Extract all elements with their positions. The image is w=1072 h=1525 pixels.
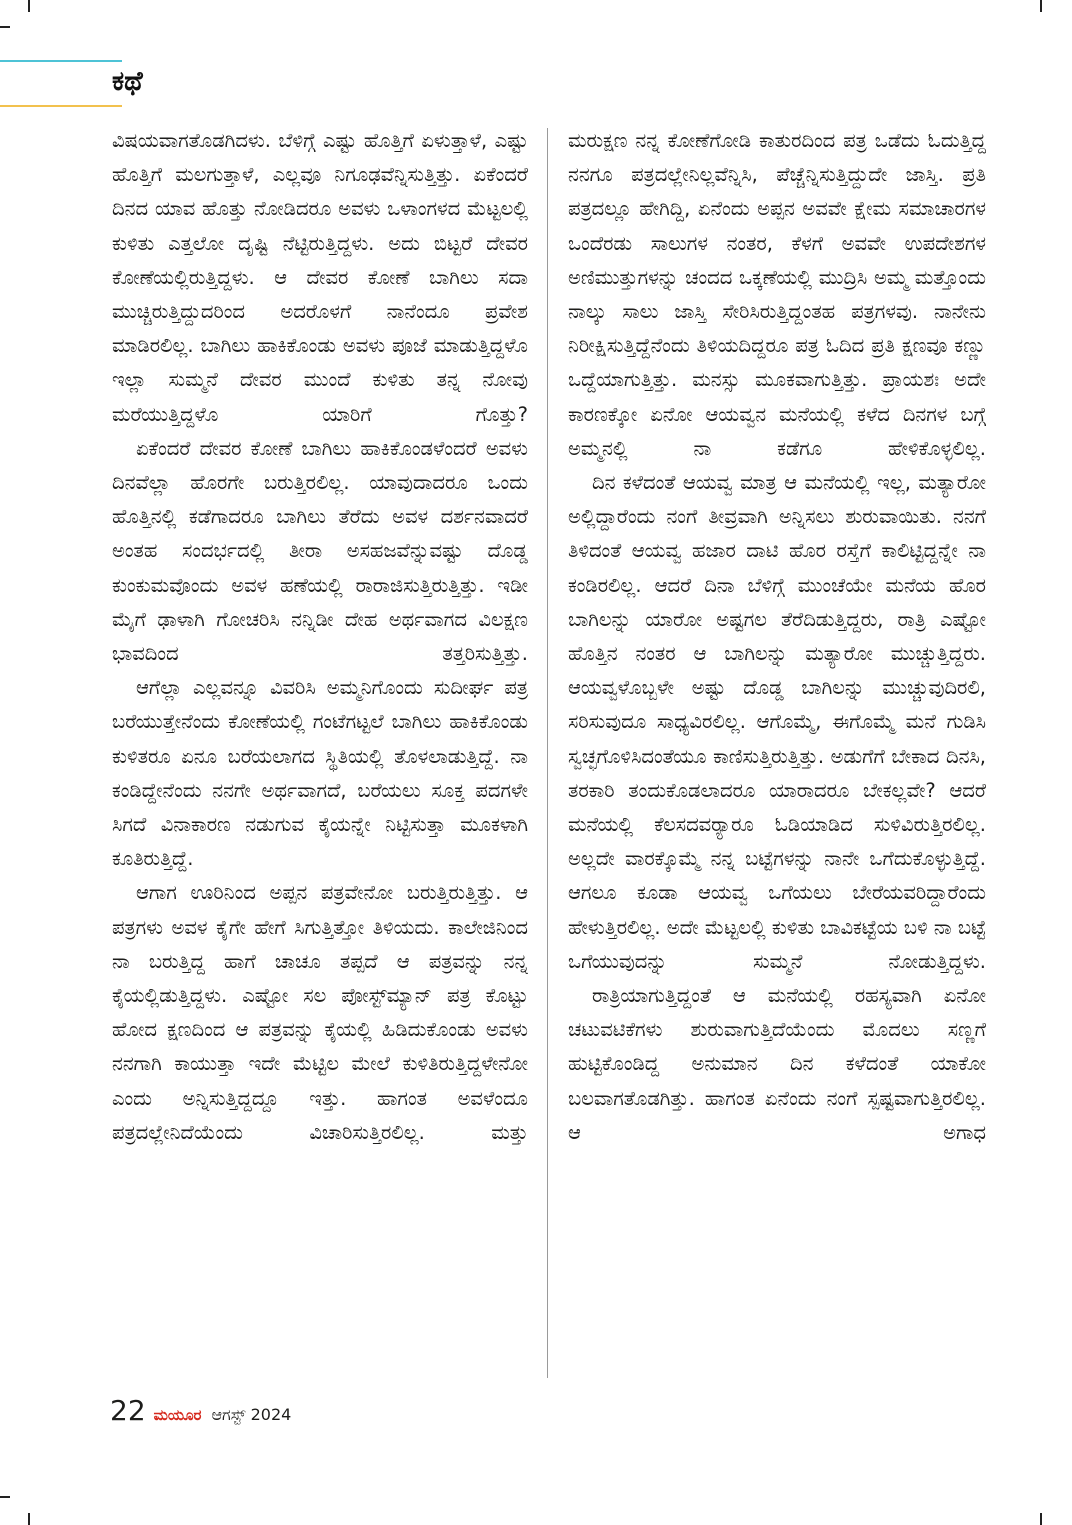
- page-footer: [110, 1394, 291, 1428]
- crop-mark: [0, 1496, 10, 1498]
- paragraph: ಆಗೆಲ್ಲಾ ಎಲ್ಲವನ್ನೂ ವಿವರಿಸಿ ಅಮ್ಮನಿಗೊಂದು ಸುದೀರ್ಘ ಪತ್ರ ಬರೆಯುತ್ತೇನೆಂದು ಕೋಣೆಯಲ್ಲಿ ಗಂಟೆಗಟ್ಟಲೆ ಬಾಗಿಲು ಹಾಕಿಕೊಂಡು ಕುಳಿತರೂ ಏನೂ ಬರೆಯಲಾಗದ ಸ್ಥಿತಿಯಲ್ಲಿ ತೊಳಲಾಡುತ್ತಿದ್ದೆ. ನಾ ಕಂಡಿದ್ದೇನೆಂದು ನನಗೇ ಅರ್ಥವಾಗದೆ, ಬರೆಯಲು ಸೂಕ್ತ ಪದಗಳೇ ಸಿಗದೆ ವಿನಾಕಾರಣ ನಡುಗುವ ಕೈಯನ್ನೇ ನಿಟ್ಟಿಸುತ್ತಾ ಮೂಕಳಾಗಿ ಕೂತಿರುತ್ತಿದ್ದೆ.: [112, 676, 528, 871]
- paragraph: ಆಗಾಗ ಊರಿನಿಂದ ಅಪ್ಪನ ಪತ್ರವೇನೋ ಬರುತ್ತಿರುತ್ತಿತ್ತು. ಆ ಪತ್ರಗಳು ಅವಳ ಕೈಗೇ ಹೇಗೆ ಸಿಗುತ್ತಿತ್ತೋ ತಿಳಿಯದು. ಕಾಲೇಜಿನಿಂದ ನಾ ಬರುತ್ತಿದ್ದ ಹಾಗೆ ಚಾಚೂ ತಪ್ಪದೆ ಆ ಪತ್ರವನ್ನು ನನ್ನ ಕೈಯಲ್ಲಿಡುತ್ತಿದ್ದಳು. ಎಷ್ಟೋ ಸಲ ಪೋಸ್ಟ್‌ಮ್ಯಾನ್ ಪತ್ರ ಕೊಟ್ಟು ಹೋದ ಕ್ಷಣದಿಂದ ಆ ಪತ್ರವನ್ನು ಕೈಯಲ್ಲಿ ಹಿಡಿದುಕೊಂಡು ಅವಳು ನನಗಾಗಿ ಕಾಯುತ್ತಾ ಇದೇ ಮೆಟ್ಟಿಲ ಮೇಲೆ ಕುಳಿತಿರುತ್ತಿದ್ದಳೇನೋ ಎಂದು ಅನ್ನಿಸುತ್ತಿದ್ದದ್ದೂ ಇತ್ತು. ಹಾಗಂತ ಅವಳೆಂದೂ ಪತ್ರದಲ್ಲೇನಿದೆಯೆಂದು ವಿಚಾರಿಸುತ್ತಿರಲಿಲ್ಲ. ಮತ್ತು: [112, 881, 528, 1144]
- column-divider: [547, 128, 548, 1378]
- crop-mark: [1040, 1513, 1042, 1525]
- right-column: [568, 124, 986, 1380]
- crop-mark: [28, 1513, 30, 1525]
- crop-mark: [1040, 0, 1042, 12]
- section-rule-top: [0, 60, 122, 62]
- crop-mark: [0, 26, 10, 28]
- paragraph: ಮರುಕ್ಷಣ ನನ್ನ ಕೋಣೆಗೋಡಿ ಕಾತುರದಿಂದ ಪತ್ರ ಒಡೆದು ಓದುತ್ತಿದ್ದ ನನಗೂ ಪತ್ರದಲ್ಲೇನಿಲ್ಲವೆನ್ನಿಸಿ, ಪೆಚ್ಚೆನ್ನಿಸುತ್ತಿದ್ದುದೇ ಜಾಸ್ತಿ. ಪ್ರತಿ ಪತ್ರದಲ್ಲೂ ಹೇಗಿದ್ದಿ, ಏನೆಂದು ಅಪ್ಪನ ಅವವೇ ಕ್ಷೇಮ ಸಮಾಚಾರಗಳ ಒಂದೆರಡು ಸಾಲುಗಳ ನಂತರ, ಕೆಳಗೆ ಅವವೇ ಉಪದೇಶಗಳ ಅಣಿಮುತ್ತುಗಳನ್ನು ಚಂದದ ಒಕ್ಕಣೆಯಲ್ಲಿ ಮುದ್ರಿಸಿ ಅಮ್ಮ ಮತ್ತೊಂದು ನಾಲ್ಕು ಸಾಲು ಜಾಸ್ತಿ ಸೇರಿಸಿರುತ್ತಿದ್ದಂತಹ ಪತ್ರಗಳವು. ನಾನೇನು ನಿರೀಕ್ಷಿಸುತ್ತಿದ್ದೆನೆಂದು ತಿಳಿಯದಿದ್ದರೂ ಪತ್ರ ಓದಿದ ಪ್ರತಿ ಕ್ಷಣವೂ ಕಣ್ಣು ಒದ್ದೆಯಾಗುತ್ತಿತ್ತು. ಮನಸ್ಸು ಮೂಕವಾಗುತ್ತಿತ್ತು. ಪ್ರಾಯಶಃ ಅದೇ ಕಾರಣಕ್ಕೋ ಏನೋ ಆಯವ್ವನ ಮನೆಯಲ್ಲಿ ಕಳೆದ ದಿನಗಳ ಬಗ್ಗೆ ಅಮ್ಮನಲ್ಲಿ ನಾ ಕಡೆಗೂ ಹೇಳಿಕೊಳ್ಳಲಿಲ್ಲ.: [568, 129, 986, 460]
- page-number: 22: [110, 1394, 146, 1427]
- section-heading: ಕಥೆ: [112, 66, 143, 97]
- paragraph: ರಾತ್ರಿಯಾಗುತ್ತಿದ್ದಂತೆ ಆ ಮನೆಯಲ್ಲಿ ರಹಸ್ಯವಾಗಿ ಏನೋ ಚಟುವಟಿಕೆಗಳು ಶುರುವಾಗುತ್ತಿದೆಯೆಂದು ಮೊದಲು ಸಣ್ಣಗೆ ಹುಟ್ಟಿಕೊಂಡಿದ್ದ ಅನುಮಾನ ದಿನ ಕಳೆದಂತೆ ಯಾಕೋ ಬಲವಾಗತೊಡಗಿತ್ತು. ಹಾಗಂತ ಏನೆಂದು ನಂಗೆ ಸ್ಪಷ್ಟವಾಗುತ್ತಿರಲಿಲ್ಲ. ಆ ಅಗಾಧ: [568, 984, 986, 1144]
- crop-mark: [28, 0, 30, 12]
- paragraph: ಏಕೆಂದರೆ ದೇವರ ಕೋಣೆ ಬಾಗಿಲು ಹಾಕಿಕೊಂಡಳೆಂದರೆ ಅವಳು ದಿನವೆಲ್ಲಾ ಹೊರಗೇ ಬರುತ್ತಿರಲಿಲ್ಲ. ಯಾವುದಾದರೂ ಒಂದು ಹೊತ್ತಿನಲ್ಲಿ ಕಡೆಗಾದರೂ ಬಾಗಿಲು ತೆರೆದು ಅವಳ ದರ್ಶನವಾದರೆ ಅಂತಹ ಸಂದರ್ಭದಲ್ಲಿ ತೀರಾ ಅಸಹಜವೆನ್ನುವಷ್ಟು ದೊಡ್ಡ ಕುಂಕುಮವೊಂದು ಅವಳ ಹಣೆಯಲ್ಲಿ ರಾರಾಜಿಸುತ್ತಿರುತ್ತಿತ್ತು. ಇಡೀ ಮೈಗೆ ಢಾಳಾಗಿ ಗೋಚರಿಸಿ ನನ್ನಿಡೀ ದೇಹ ಅರ್ಥವಾಗದ ವಿಲಕ್ಷಣ ಭಾವದಿಂದ ತತ್ತರಿಸುತ್ತಿತ್ತು.: [112, 436, 528, 666]
- left-column: [112, 124, 528, 1380]
- section-rule-bottom: [0, 105, 122, 107]
- magazine-logo: ಮಯೂರ: [153, 1406, 202, 1424]
- paragraph: ವಿಷಯವಾಗತೊಡಗಿದಳು. ಬೆಳಿಗ್ಗೆ ಎಷ್ಟು ಹೊತ್ತಿಗೆ ಏಳುತ್ತಾಳೆ, ಎಷ್ಟು ಹೊತ್ತಿಗೆ ಮಲಗುತ್ತಾಳೆ, ಎಲ್ಲವೂ ನಿಗೂಢವೆನ್ನಿಸುತ್ತಿತ್ತು. ಏಕೆಂದರೆ ದಿನದ ಯಾವ ಹೊತ್ತು ನೋಡಿದರೂ ಅವಳು ಒಳಾಂಗಳದ ಮೆಟ್ಟಲಲ್ಲಿ ಕುಳಿತು ಎತ್ತಲೋ ದೃಷ್ಟಿ ನೆಟ್ಟಿರುತ್ತಿದ್ದಳು. ಅದು ಬಿಟ್ಟರೆ ದೇವರ ಕೋಣೆಯಲ್ಲಿರುತ್ತಿದ್ದಳು. ಆ ದೇವರ ಕೋಣೆ ಬಾಗಿಲು ಸದಾ ಮುಚ್ಚಿರುತ್ತಿದ್ದುದರಿಂದ ಅದರೊಳಗೆ ನಾನೆಂದೂ ಪ್ರವೇಶ ಮಾಡಿರಲಿಲ್ಲ. ಬಾಗಿಲು ಹಾಕಿಕೊಂಡು ಅವಳು ಪೂಜೆ ಮಾಡುತ್ತಿದ್ದಳೊ ಇಲ್ಲಾ ಸುಮ್ಮನೆ ದೇವರ ಮುಂದೆ ಕುಳಿತು ತನ್ನ ನೋವು ಮರೆಯುತ್ತಿದ್ದಳೊ ಯಾರಿಗೆ ಗೊತ್ತು?: [112, 129, 528, 426]
- issue-date: ಆಗಸ್ಟ್ 2024: [211, 1405, 292, 1424]
- paragraph: ದಿನ ಕಳೆದಂತೆ ಆಯವ್ವ ಮಾತ್ರ ಆ ಮನೆಯಲ್ಲಿ ಇಲ್ಲ, ಮತ್ಯಾರೋ ಅಲ್ಲಿದ್ದಾರೆಂದು ನಂಗೆ ತೀವ್ರವಾಗಿ ಅನ್ನಿಸಲು ಶುರುವಾಯಿತು. ನನಗೆ ತಿಳಿದಂತೆ ಆಯವ್ವ ಹಜಾರ ದಾಟಿ ಹೊರ ರಸ್ತೆಗೆ ಕಾಲಿಟ್ಟಿದ್ದನ್ನೇ ನಾ ಕಂಡಿರಲಿಲ್ಲ. ಆದರೆ ದಿನಾ ಬೆಳಿಗ್ಗೆ ಮುಂಚೆಯೇ ಮನೆಯ ಹೊರ ಬಾಗಿಲನ್ನು ಯಾರೋ ಅಷ್ಟಗಲ ತೆರೆದಿಡುತ್ತಿದ್ದರು, ರಾತ್ರಿ ಎಷ್ಟೋ ಹೊತ್ತಿನ ನಂತರ ಆ ಬಾಗಿಲನ್ನು ಮತ್ಯಾರೋ ಮುಚ್ಚುತ್ತಿದ್ದರು. ಆಯವ್ವಳೊಬ್ಬಳೇ ಅಷ್ಟು ದೊಡ್ಡ ಬಾಗಿಲನ್ನು ಮುಚ್ಚುವುದಿರಲಿ, ಸರಿಸುವುದೂ ಸಾಧ್ಯವಿರಲಿಲ್ಲ. ಆಗೊಮ್ಮೆ, ಈಗೊಮ್ಮೆ ಮನೆ ಗುಡಿಸಿ ಸ್ವಚ್ಛಗೊಳಿಸಿದಂತೆಯೂ ಕಾಣಿಸುತ್ತಿರುತ್ತಿತ್ತು. ಅಡುಗೆಗೆ ಬೇಕಾದ ದಿನಸಿ, ತರಕಾರಿ ತಂದುಕೊಡಲಾದರೂ ಯಾರಾದರೂ ಬೇಕಲ್ಲವೇ? ಆದರೆ ಮನೆಯಲ್ಲಿ ಕೆಲಸದವರ್‍ಯಾರೂ ಓಡಿಯಾಡಿದ ಸುಳಿವಿರುತ್ತಿರಲಿಲ್ಲ. ಅಲ್ಲದೇ ವಾರಕ್ಕೊಮ್ಮೆ ನನ್ನ ಬಟ್ಟೆಗಳನ್ನು ನಾನೇ ಒಗೆದುಕೊಳ್ಳುತ್ತಿದ್ದೆ. ಆಗಲೂ ಕೂಡಾ ಆಯವ್ವ ಒಗೆಯಲು ಬೇರೆಯವರಿದ್ದಾರೆಂದು ಹೇಳುತ್ತಿರಲಿಲ್ಲ. ಅದೇ ಮೆಟ್ಟಲಲ್ಲಿ ಕುಳಿತು ಬಾವಿಕಟ್ಟೆಯ ಬಳಿ ನಾ ಬಟ್ಟೆ ಒಗೆಯುವುದನ್ನು ಸುಮ್ಮನೆ ನೋಡುತ್ತಿದ್ದಳು.: [568, 471, 986, 973]
